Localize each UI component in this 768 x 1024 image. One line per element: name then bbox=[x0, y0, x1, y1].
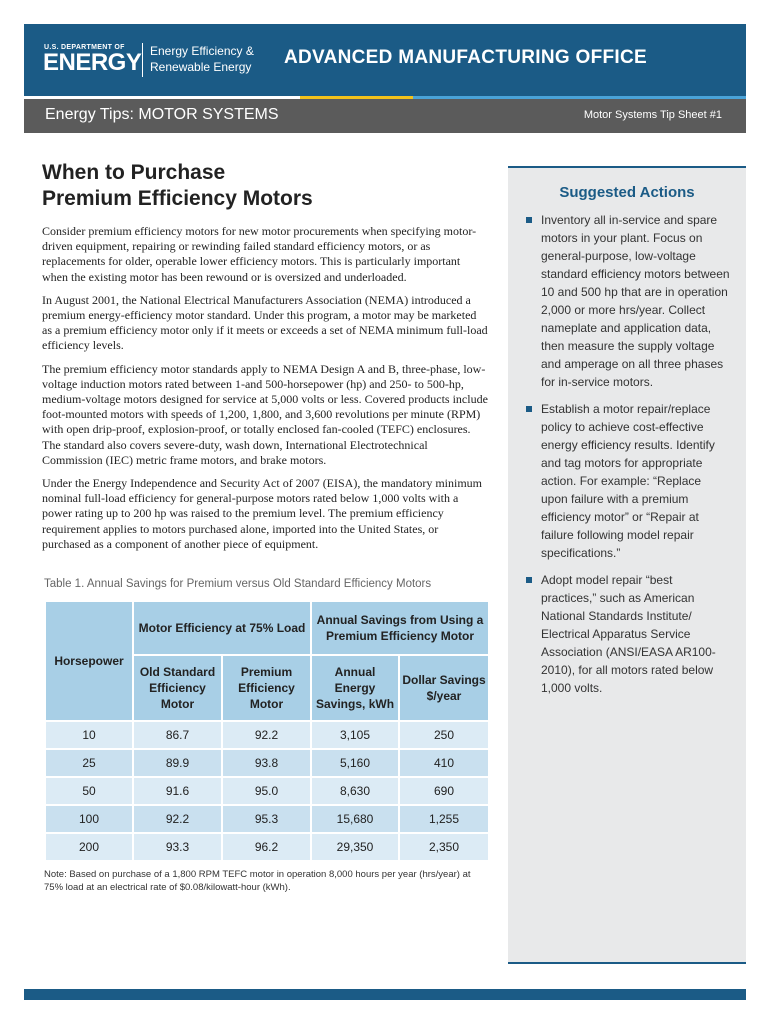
header-premium: Premium Efficiency Motor bbox=[222, 655, 311, 721]
eere-line-2: Renewable Energy bbox=[150, 60, 252, 74]
cell-dollar-savings: 250 bbox=[399, 721, 489, 749]
cell-dollar-savings: 690 bbox=[399, 777, 489, 805]
header-dollar-savings: Dollar Savings $/year bbox=[399, 655, 489, 721]
cell-premium-efficiency: 93.8 bbox=[222, 749, 311, 777]
table-row bbox=[45, 805, 489, 833]
header-energy-savings: Annual Energy Savings, kWh bbox=[311, 655, 399, 721]
cell-horsepower: 25 bbox=[45, 749, 133, 777]
cell-premium-efficiency: 92.2 bbox=[222, 721, 311, 749]
savings-table bbox=[44, 600, 490, 862]
cell-old-efficiency: 89.9 bbox=[133, 749, 222, 777]
cell-horsepower: 50 bbox=[45, 777, 133, 805]
square-bullet-icon bbox=[526, 406, 532, 412]
action-text: Inventory all in-service and spare motors in your plant. Focus on general-purpose, low-voltage standard efficiency motors between 10 and 500 hp that are in operation 2,000 or more hrs/year. Collect nameplate and application data, then measure the supply voltage and amperage on all three phases for in-service motors. bbox=[541, 213, 730, 389]
title-line-2: Premium Efficiency Motors bbox=[42, 187, 313, 210]
doe-dept-line: U.S. DEPARTMENT OF bbox=[44, 44, 125, 51]
paragraph-3: The premium efficiency motor standards apply to NEMA Design A and B, three-phase, low-voltage induction motors rated between 1-and 500-horsepower (hp) and 250- to 500-hp, medium-voltage motors designed for service at 5,000 volts or less. Covered products include foot-mounted motors with speeds of 1,200, 1,800, and 3,600 revolutions per minute (RPM) with open drip-proof, explosion-proof, or totally enclosed fan-cooled (TEFC) enclosures. The standard also covers severe-duty, wash down, International Electrotechnical Commission (IEC) metric frame motors, and brake motors. bbox=[42, 361, 488, 467]
action-text: Adopt model repair “best practices,” such as American National Standards Institute/ Electrical Apparatus Service Association (ANSI/EASA AR100-2010), for all motors rated below 1,000 volts. bbox=[541, 573, 716, 695]
header-old-standard: Old Standard Efficiency Motor bbox=[133, 655, 222, 721]
cell-energy-savings: 3,105 bbox=[311, 721, 399, 749]
cell-dollar-savings: 1,255 bbox=[399, 805, 489, 833]
subheader-title: Energy Tips: MOTOR SYSTEMS bbox=[45, 106, 279, 123]
eere-logo-text bbox=[150, 43, 254, 75]
office-title: ADVANCED MANUFACTURING OFFICE bbox=[284, 47, 648, 68]
suggested-actions-sidebar bbox=[508, 166, 746, 964]
eere-line-1: Energy Efficiency & bbox=[150, 44, 254, 58]
logo-divider bbox=[142, 43, 143, 77]
cell-old-efficiency: 91.6 bbox=[133, 777, 222, 805]
header-horsepower: Horsepower bbox=[45, 601, 133, 721]
table-row bbox=[45, 749, 489, 777]
cell-horsepower: 100 bbox=[45, 805, 133, 833]
page-title bbox=[42, 160, 488, 212]
table-row bbox=[45, 721, 489, 749]
footer-bar bbox=[24, 989, 746, 1000]
cell-premium-efficiency: 96.2 bbox=[222, 833, 311, 861]
header-annual-savings: Annual Savings from Using a Premium Efficiency Motor bbox=[311, 601, 489, 655]
tip-sheet-number: Motor Systems Tip Sheet #1 bbox=[583, 109, 722, 121]
action-list bbox=[508, 211, 746, 697]
cell-horsepower: 10 bbox=[45, 721, 133, 749]
action-item bbox=[526, 211, 730, 391]
sidebar-heading: Suggested Actions bbox=[559, 184, 695, 201]
cell-premium-efficiency: 95.3 bbox=[222, 805, 311, 833]
cell-dollar-savings: 2,350 bbox=[399, 833, 489, 861]
table-row bbox=[45, 777, 489, 805]
doe-energy-logo: ENERGY bbox=[43, 49, 142, 76]
square-bullet-icon bbox=[526, 577, 532, 583]
table-note: Note: Based on purchase of a 1,800 RPM TEFC motor in operation 8,000 hours per year (hrs/year) at 75% load at an electrical rate of $0.08/kilowatt-hour (kWh). bbox=[44, 869, 471, 893]
header-banner bbox=[24, 24, 746, 96]
cell-energy-savings: 5,160 bbox=[311, 749, 399, 777]
cell-horsepower: 200 bbox=[45, 833, 133, 861]
table-caption: Table 1. Annual Savings for Premium versus Old Standard Efficiency Motors bbox=[44, 578, 432, 590]
paragraph-2: In August 2001, the National Electrical Manufacturers Association (NEMA) introduced a premium energy-efficiency motor standard. Under this program, a motor may be marketed as a premium efficiency motor only if it meets or exceeds a set of NEMA minimum full-load efficiency levels. bbox=[42, 292, 488, 353]
cell-old-efficiency: 93.3 bbox=[133, 833, 222, 861]
header-motor-efficiency: Motor Efficiency at 75% Load bbox=[133, 601, 311, 655]
cell-premium-efficiency: 95.0 bbox=[222, 777, 311, 805]
action-item bbox=[526, 400, 730, 562]
cell-energy-savings: 29,350 bbox=[311, 833, 399, 861]
square-bullet-icon bbox=[526, 217, 532, 223]
paragraph-4: Under the Energy Independence and Security Act of 2007 (EISA), the mandatory minimum nominal full-load efficiency for general-purpose motors rated below 1,000 volts with a power rating up to 200 hp was raised to the premium level. The premium efficiency requirement applies to motors purchased alone, imported into the United States, or purchased as a component of another piece of equipment. bbox=[42, 476, 482, 551]
cell-old-efficiency: 92.2 bbox=[133, 805, 222, 833]
cell-energy-savings: 15,680 bbox=[311, 805, 399, 833]
table-row bbox=[45, 833, 489, 861]
title-line-1: When to Purchase bbox=[42, 161, 226, 184]
article bbox=[42, 160, 488, 560]
cell-old-efficiency: 86.7 bbox=[133, 721, 222, 749]
cell-dollar-savings: 410 bbox=[399, 749, 489, 777]
cell-energy-savings: 8,630 bbox=[311, 777, 399, 805]
paragraph-1: Consider premium efficiency motors for new motor procurements when specifying motor-driven equipment, repairing or rewinding failed standard efficiency motors, or as replacements for older, operable lower efficiency motors. This is particularly important when the existing motor has been rewound or is oversized and underloaded. bbox=[42, 224, 477, 284]
action-item bbox=[526, 571, 730, 697]
action-text: Establish a motor repair/replace policy to achieve cost-effective energy efficiency results. Identify and tag motors for appropriate action. For example: “Replace upon failure with a premium efficiency motor” or “Repair at failure following model repair specifications.” bbox=[541, 402, 715, 560]
subheader-bar bbox=[24, 99, 746, 133]
